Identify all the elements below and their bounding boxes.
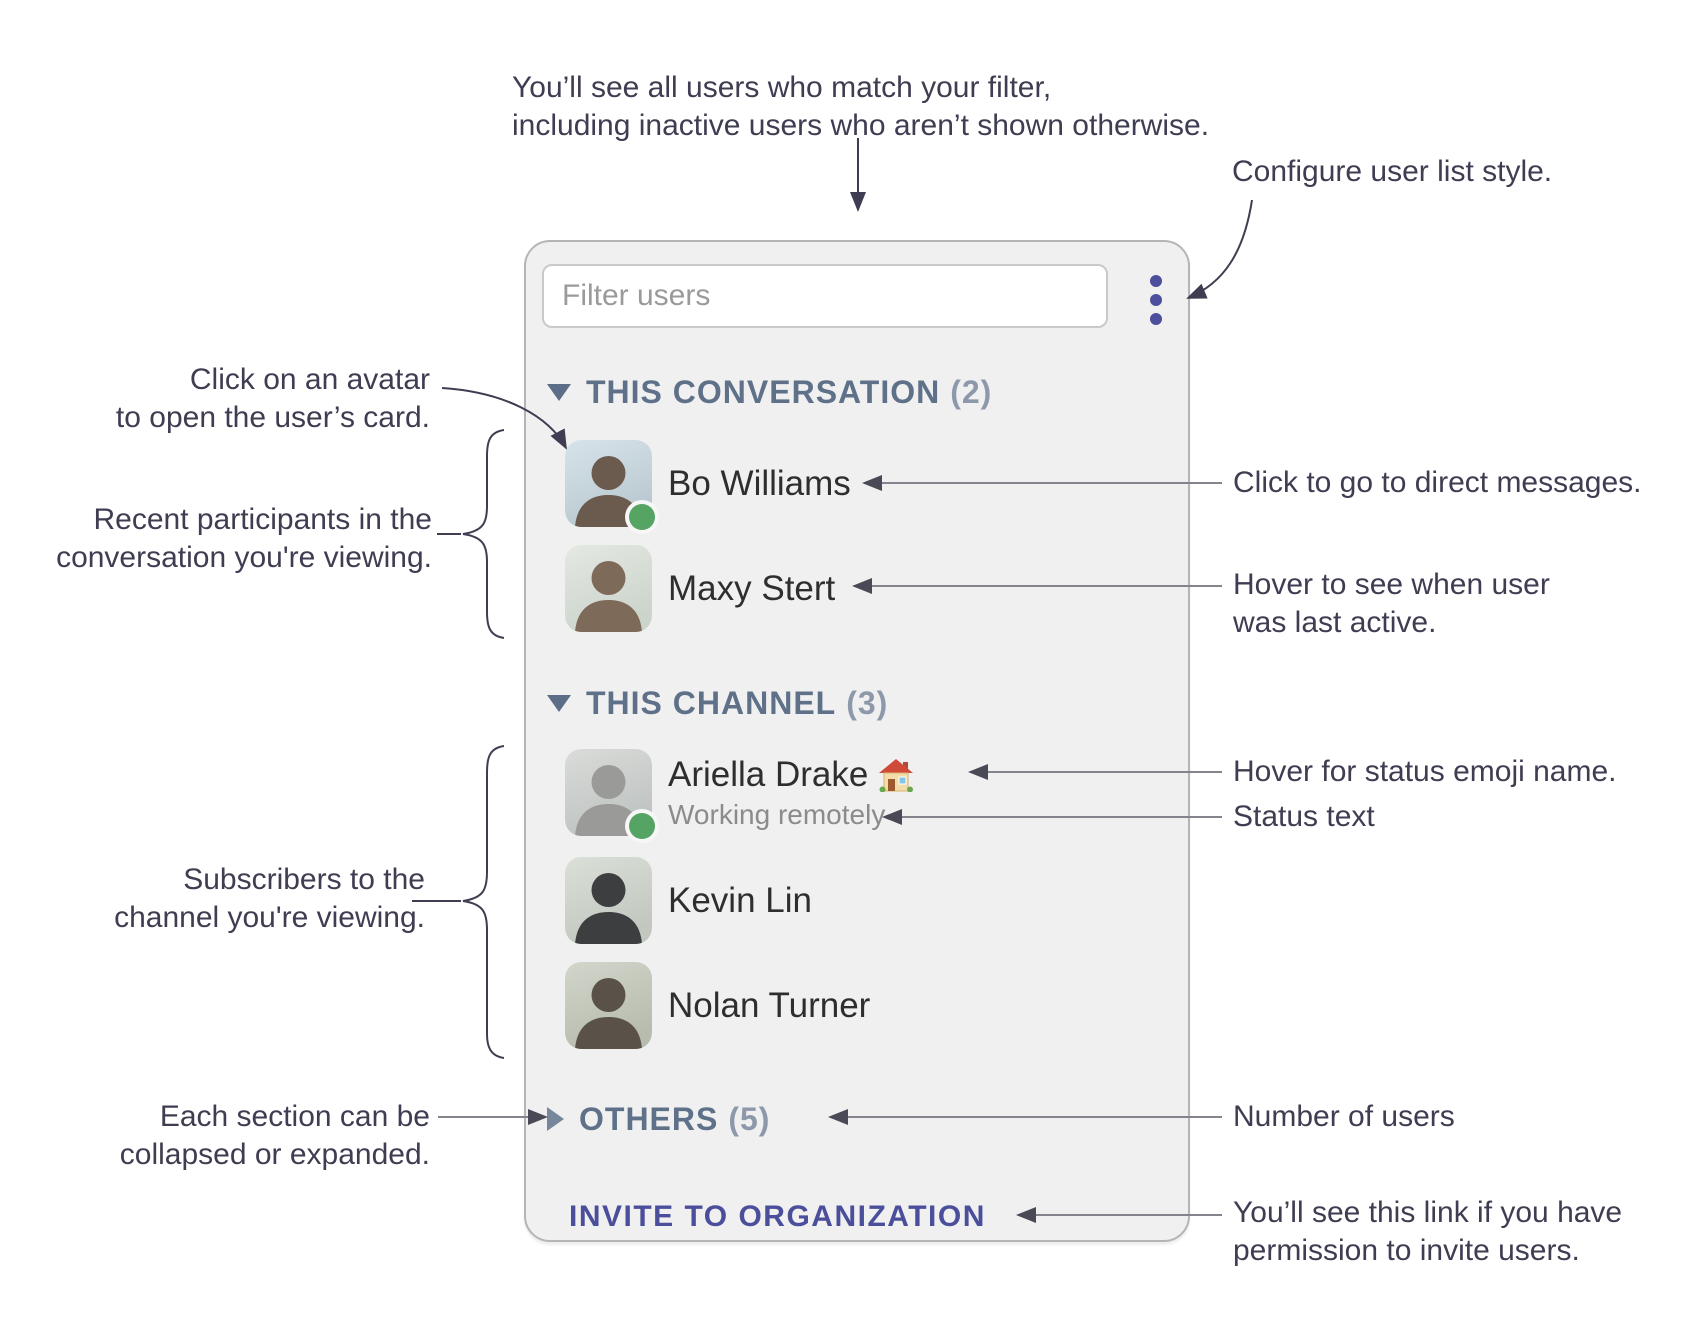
kebab-menu-icon	[1150, 313, 1162, 325]
recent-participants-note: Recent participants in the conversation you're viewing.	[56, 503, 432, 574]
avatar[interactable]	[565, 440, 652, 527]
user-status-text: Working remotely	[668, 798, 886, 830]
presence-dot	[629, 813, 655, 839]
house-status-emoji-icon	[878, 758, 914, 792]
presence-dot	[629, 504, 655, 530]
invite-hint-note: You’ll see this link if you have permission to invite users.	[1233, 1196, 1623, 1267]
user-row[interactable]	[565, 545, 835, 632]
user-name: Ariella Drake	[668, 754, 869, 794]
section-count: (5)	[728, 1100, 771, 1137]
kebab-menu-icon	[1150, 275, 1162, 287]
user-name: Maxy Stert	[668, 568, 836, 608]
configure-note: Configure user list style.	[1232, 155, 1553, 188]
avatar[interactable]	[565, 545, 652, 632]
user-name: Bo Williams	[668, 463, 851, 503]
subscribers-note: Subscribers to the channel you're viewing.	[114, 863, 425, 934]
user-list-panel	[524, 240, 1190, 1242]
invite-to-organization-link[interactable]: INVITE TO ORGANIZATION	[569, 1200, 986, 1233]
section-label: OTHERS	[579, 1100, 719, 1137]
arrow-configure	[1188, 200, 1252, 298]
brace-subscribers	[463, 746, 504, 1058]
number-of-users-note: Number of users	[1233, 1100, 1455, 1133]
section-header-this-conversation[interactable]	[547, 370, 992, 414]
user-name: Nolan Turner	[668, 985, 871, 1025]
brace-conversation	[463, 430, 504, 638]
section-label: THIS CONVERSATION	[586, 373, 941, 410]
user-row[interactable]	[565, 857, 812, 944]
last-active-note: Hover to see when user was last active.	[1233, 568, 1550, 639]
user-row[interactable]	[565, 440, 851, 527]
direct-messages-note: Click to go to direct messages.	[1233, 466, 1642, 499]
triangle-right-icon	[547, 1107, 564, 1131]
user-name: Kevin Lin	[668, 880, 812, 920]
section-header-others[interactable]	[547, 1097, 770, 1141]
section-count: (2)	[950, 373, 993, 410]
section-header-this-channel[interactable]	[547, 681, 888, 725]
avatar[interactable]	[565, 749, 652, 836]
kebab-menu-icon	[1150, 294, 1162, 306]
collapse-note: Each section can be collapsed or expanded.	[119, 1100, 430, 1171]
triangle-down-icon	[547, 695, 571, 712]
user-row[interactable]	[565, 962, 870, 1049]
avatar-hint-note: Click on an avatar to open the user’s card.	[115, 363, 430, 434]
user-row[interactable]	[565, 749, 914, 836]
avatar[interactable]	[565, 962, 652, 1049]
section-count: (3)	[846, 684, 889, 721]
filter-users-input[interactable]	[542, 264, 1108, 328]
user-list-style-menu-button[interactable]	[1132, 272, 1180, 328]
emoji-name-note: Hover for status emoji name.	[1233, 755, 1617, 788]
status-text-note: Status text	[1233, 800, 1375, 833]
avatar[interactable]	[565, 857, 652, 944]
triangle-down-icon	[547, 384, 571, 401]
section-label: THIS CHANNEL	[586, 684, 837, 721]
top-note: You’ll see all users who match your filter, including inactive users who aren’t shown otherwise.	[512, 71, 1210, 142]
